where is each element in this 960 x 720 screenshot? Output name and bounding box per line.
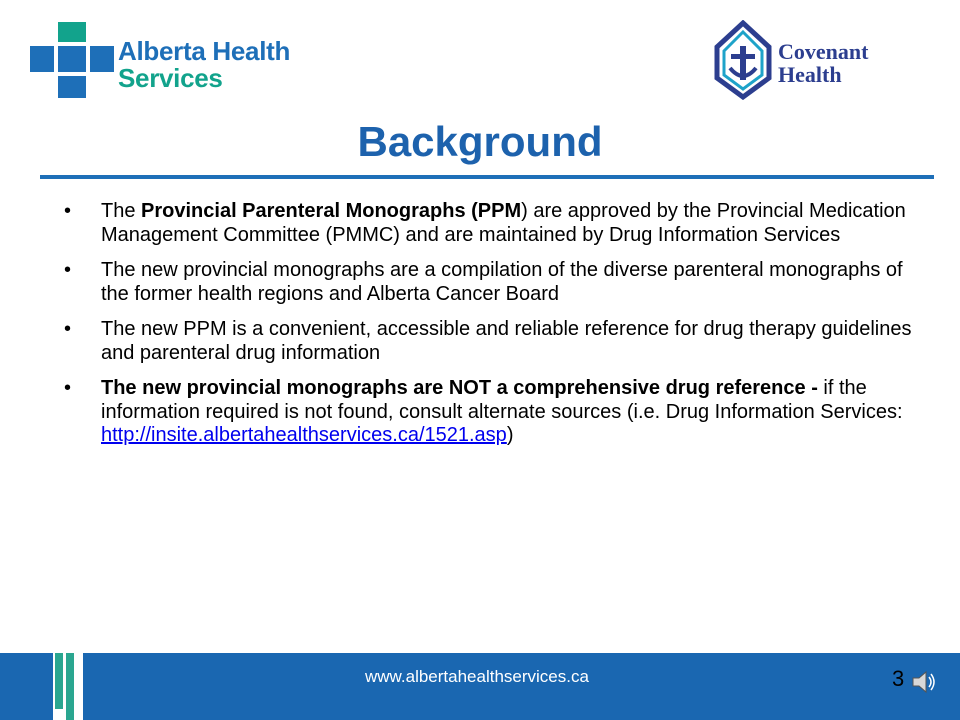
bullet-dot: •: [64, 377, 72, 399]
footer-url: www.albertahealthservices.ca: [365, 667, 589, 686]
covenant-logo-line2: Health: [778, 62, 842, 87]
covenant-logo-text: [778, 40, 868, 86]
covenant-logo-line1: Covenant: [778, 39, 869, 64]
bullet-3-text: The new PPM is a convenient, accessible and reliable reference for drug therapy guidelines and parenteral drug information: [101, 318, 912, 364]
bullet-item-2: [64, 259, 914, 306]
ahs-logo-text: [118, 38, 290, 92]
title-divider: [40, 175, 934, 179]
bullet-4-bold: The new provincial monographs are NOT a comprehensive drug reference -: [101, 377, 824, 399]
bullet-dot: •: [64, 318, 72, 340]
bullet-item-4: [64, 377, 914, 448]
covenant-shield-icon: [712, 20, 774, 100]
ahs-logo-line2: Services: [118, 63, 223, 93]
bullet-dot: •: [64, 200, 72, 222]
footer-bar: [0, 653, 960, 720]
bullet-4-post: ): [506, 424, 514, 446]
drug-info-link[interactable]: http://insite.albertahealthservices.ca/1521.asp: [101, 424, 507, 446]
bullet-dot: •: [64, 259, 72, 281]
page-number: 3: [892, 666, 905, 691]
bullet-list: [64, 200, 914, 460]
bullet-item-1: [64, 200, 914, 247]
bullet-1-pre: The: [101, 200, 142, 222]
ahs-cross-icon: [30, 22, 116, 98]
bullet-item-3: [64, 318, 914, 365]
bullet-4-text: if the information required is not found, consult alternate sources (i.e. Drug Information Services:: [101, 377, 903, 423]
speaker-icon[interactable]: [910, 667, 940, 697]
footer-teal-bar: [55, 653, 63, 709]
bullet-1-post: ) are approved by the Provincial Medication Management Committee (PMMC) and are maintained by Drug Information Services: [101, 200, 906, 246]
bullet-1-bold: Provincial Parenteral Monographs (PPM: [141, 200, 522, 222]
bullet-2-text: The new provincial monographs are a compilation of the diverse parenteral monographs of the former health regions and Alberta Cancer Board: [101, 259, 903, 305]
footer-teal-bar: [66, 653, 74, 720]
ahs-logo-line1: Alberta Health: [118, 36, 291, 66]
slide-title: Background: [357, 118, 603, 165]
